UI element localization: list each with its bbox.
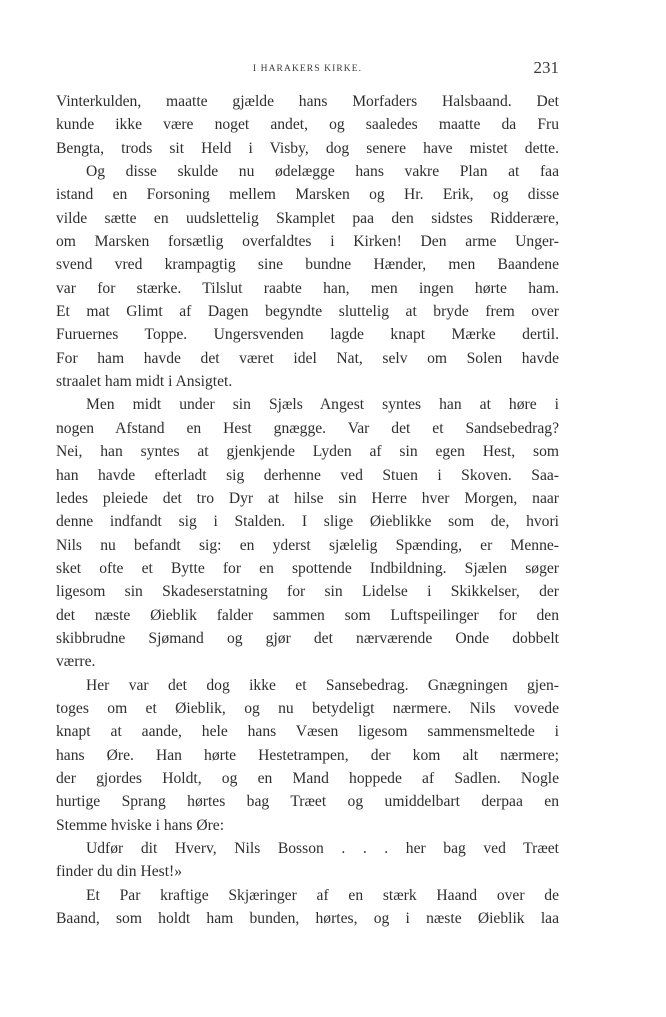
text-line: denne indfandt sig i Stalden. I slige Øieblikke som de, hvori	[56, 513, 559, 531]
text-line: skibbrudne Sjømand og gjør det nærværende Onde dobbelt	[56, 629, 559, 647]
text-line: Nils nu befandt sig: en yderst sjælelig Spænding, er Menne-	[56, 536, 559, 554]
text-line: hans Øre. Han hørte Hestetrampen, der kom alt nærmere;	[56, 746, 559, 764]
text-line: der gjordes Holdt, og en Mand hoppede af Sadlen. Nogle	[56, 769, 559, 787]
text-line: finder du din Hest!»	[56, 863, 183, 881]
running-head: I HARAKERS KIRKE.	[252, 64, 363, 74]
body-text	[56, 90, 559, 930]
text-line: Et Par kraftige Skjæringer af en stærk Haand over de	[86, 886, 559, 904]
text-line: Et mat Glimt af Dagen begyndte sluttelig at bryde frem over	[56, 303, 559, 321]
text-line: knapt at aande, hele hans Væsen ligesom sammensmeltede i	[56, 723, 559, 741]
text-line: Furuernes Toppe. Ungersvenden lagde knapt Mærke dertil.	[56, 326, 559, 344]
text-line: Bengta, trods sit Held i Visby, dog senere have mistet dette.	[56, 139, 559, 157]
text-line: det næste Øieblik falder sammen som Luftspeilinger for den	[56, 606, 559, 624]
text-line: var for stærke. Tilslut raabte han, men ingen hørte ham.	[56, 279, 559, 297]
text-line: Udfør dit Hverv, Nils Bosson . . . her bag ved Træet	[86, 840, 559, 857]
text-line: Nei, han syntes at gjenkjende Lyden af sin egen Hest, som	[56, 443, 559, 461]
text-line: For ham havde det været idel Nat, selv om Solen havde	[56, 349, 559, 367]
text-line: Og disse skulde nu ødelægge hans vakre Plan at faa	[86, 163, 559, 181]
text-line: Her var det dog ikke et Sansebedrag. Gnægningen gjen-	[86, 676, 559, 694]
text-line: værre.	[56, 653, 96, 671]
text-line: straalet ham midt i Ansigtet.	[56, 373, 233, 391]
text-line: svend vred krampagtig sine bundne Hænder, men Baandene	[56, 256, 559, 274]
text-line: istand en Forsoning mellem Marsken og Hr. Erik, og disse	[56, 186, 559, 204]
text-line: sket ofte et Bytte for en spottende Indbildning. Sjælen søger	[56, 559, 559, 577]
text-line: Vinterkulden, maatte gjælde hans Morfaders Halsbaand. Det	[56, 93, 559, 110]
text-line: hurtige Sprang hørtes bag Træet og umiddelbart derpaa en	[56, 793, 559, 811]
text-line: Baand, som holdt ham bunden, hørtes, og i næste Øieblik laa	[56, 910, 559, 928]
page-header	[56, 58, 559, 82]
text-line: kunde ikke være noget andet, og saaledes maatte da Fru	[56, 116, 559, 134]
text-line: nogen Afstand en Hest gnægge. Var det et Sandsebedrag?	[56, 419, 559, 437]
text-line: Men midt under sin Sjæls Angest syntes han at høre i	[86, 396, 559, 414]
text-line: Stemme hviske i hans Øre:	[56, 816, 225, 834]
text-line: vilde sætte en uudslettelig Skamplet paa den sidstes Ridderære,	[56, 209, 559, 227]
text-line: toges om et Øieblik, og nu betydeligt nærmere. Nils vovede	[56, 699, 559, 717]
text-line: om Marsken forsætlig overfaldtes i Kirken! Den arme Unger-	[56, 233, 559, 251]
text-line: ledes pleiede det tro Dyr at hilse sin Herre hver Morgen, naar	[56, 489, 559, 507]
text-line: ligesom sin Skadeserstatning for sin Lidelse i Skikkelser, der	[56, 583, 559, 601]
page-number: 231	[533, 58, 559, 77]
text-line: han havde efterladt sig derhenne ved Stuen i Skoven. Saa-	[56, 466, 559, 484]
